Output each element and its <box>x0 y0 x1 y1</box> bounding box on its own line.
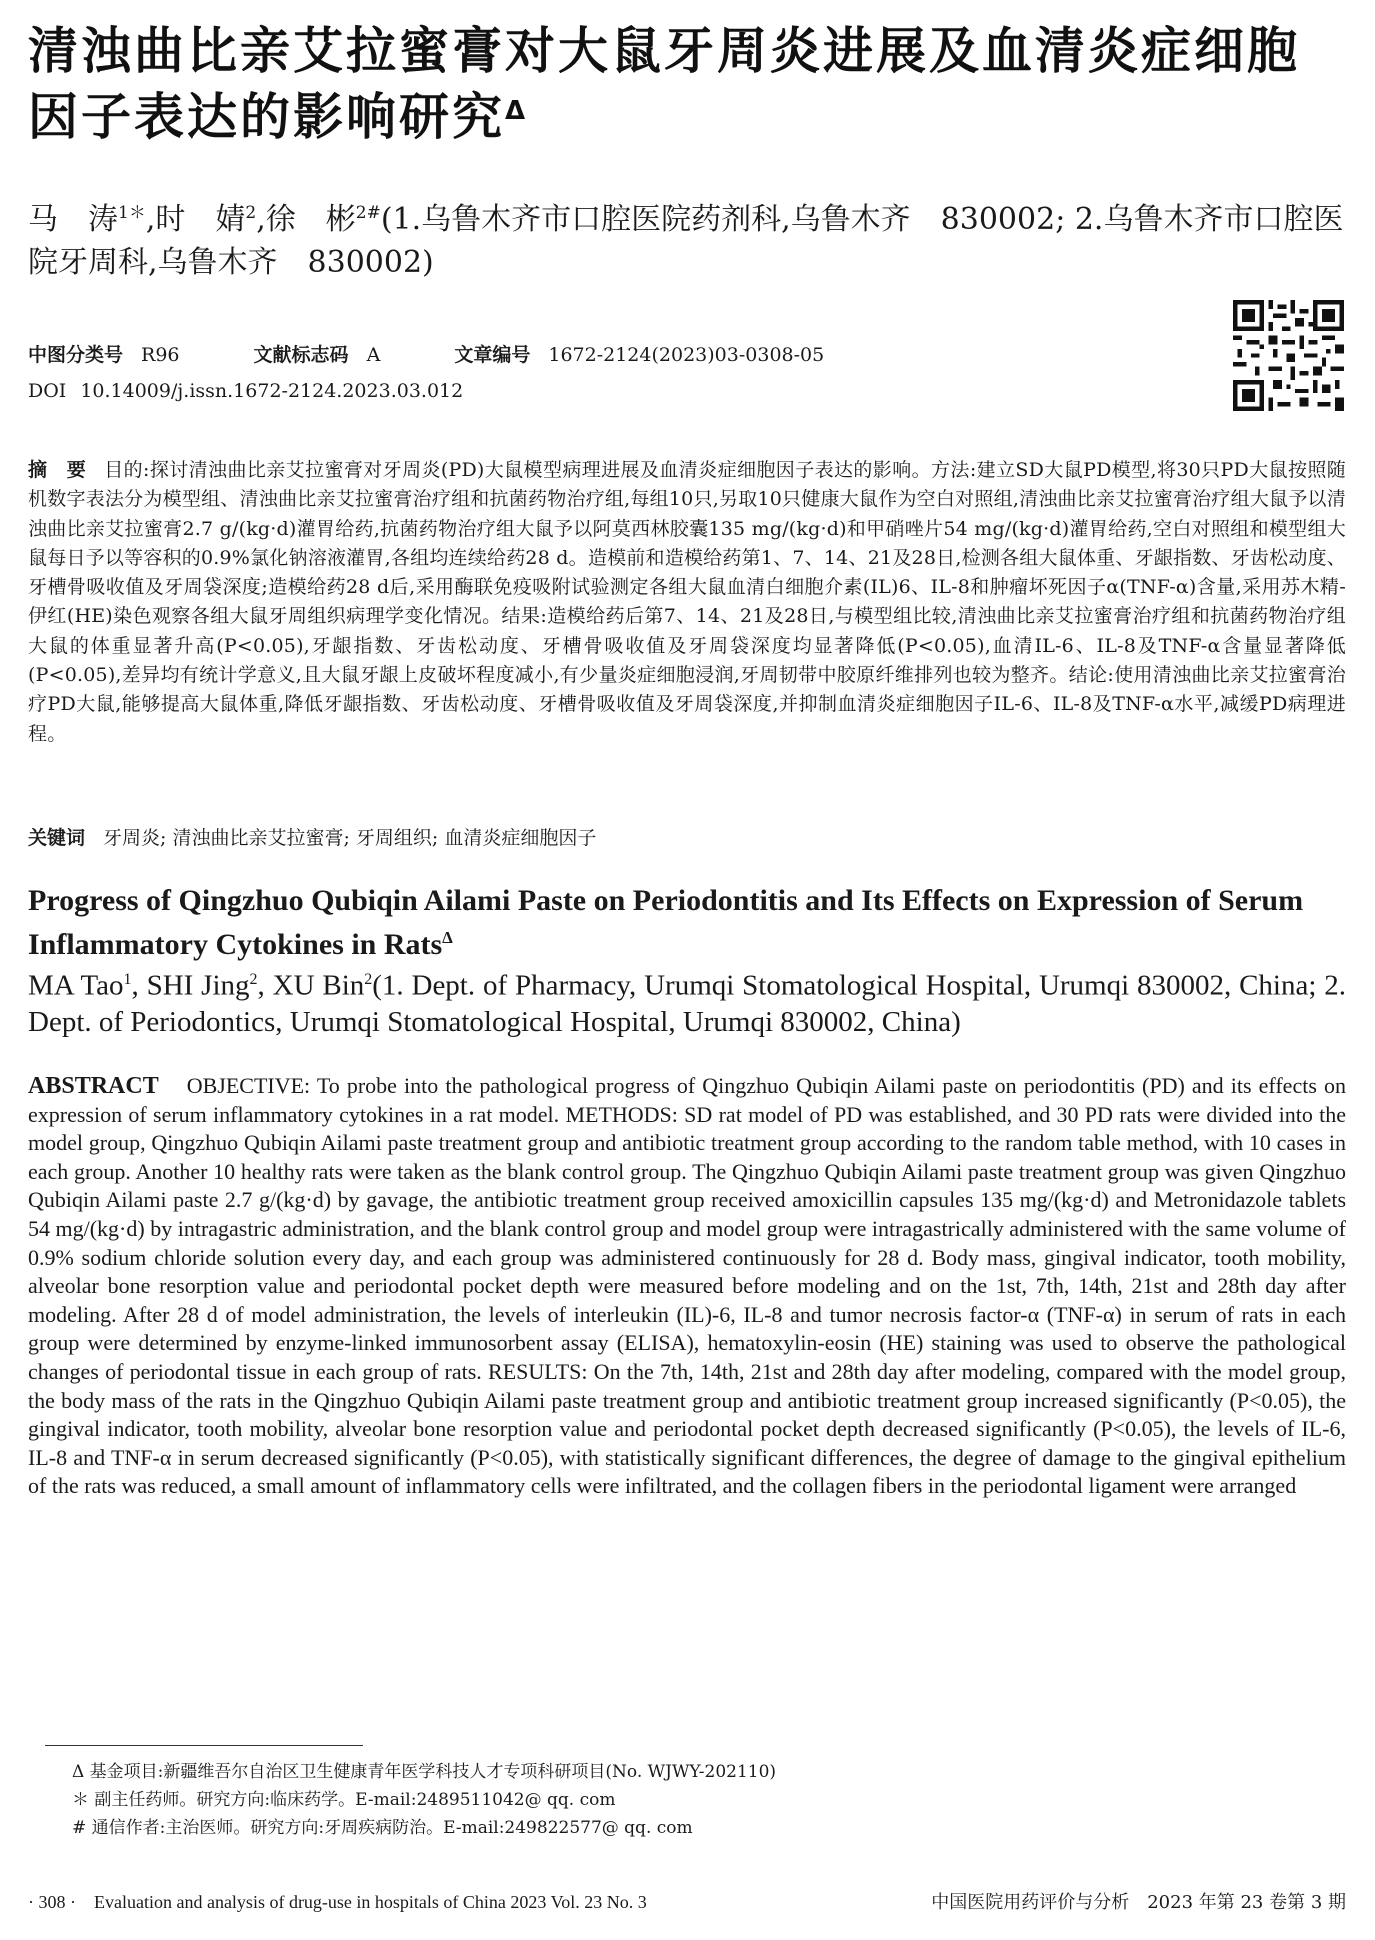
chinese-title-text: 清浊曲比亲艾拉蜜膏对大鼠牙周炎进展及血清炎症细胞因子表达的影响研究 <box>28 22 1300 146</box>
article-no-value: 1672-2124(2023)03-0308-05 <box>548 344 825 366</box>
footnote-corresponding-author: # 通信作者:主治医师。研究方向:牙周疾病防治。E-mail:249822577@ qq. com <box>72 1818 693 1838</box>
author-ma-tao: 马 涛 <box>28 202 118 237</box>
footer-journal-en: · 308 · Evaluation and analysis of drug-use in hospitals of China 2023 Vol. 23 No. 3 <box>28 1892 647 1912</box>
author-sup: 1 <box>123 971 132 988</box>
footnote-first-author: ＊ 副主任药师。研究方向:临床药学。E-mail:2489511042@ qq. com <box>72 1790 616 1810</box>
doc-code-value: A <box>366 344 381 366</box>
chinese-abstract-text: 目的:探讨清浊曲比亲艾拉蜜膏对牙周炎(PD)大鼠模型病理进展及血清炎症细胞因子表达的影响。方法:建立SD大鼠PD模型,将30只PD大鼠按照随机数字表法分为模型组、清浊曲比亲艾拉蜜膏治疗组和抗菌药物治疗组,每组10只,另取10只健康大鼠作为空白对照组,清浊曲比亲艾拉蜜膏治疗组大鼠予以清浊曲比亲艾拉蜜膏2.7 g/(kg·d)灌胃给药,抗菌药物治疗组大鼠予以阿莫西林胶囊135 mg/(kg·d)和甲硝唑片54 mg/(kg·d)灌胃给药,空白对照组和模型组大鼠每日予以等容积的0.9%氯化钠溶液灌胃,各组均连续给药28 d。造模前和造模给药第1、7、14、21及28日,检测各组大鼠体重、牙龈指数、牙齿松动度、牙槽骨吸收值及牙周袋深度;造模给药28 d后,采用酶联免疫吸附试验测定各组大鼠血清白细胞介素(IL)6、IL-8和肿瘤坏死因子α(TNF-α)含量,采用苏木精-伊红(HE)染色观察各组大鼠牙周组织病理学变化情况。结果:造模给药后第7、14、21及28日,与模型组比较,清浊曲比亲艾拉蜜膏治疗组和抗菌药物治疗组大鼠的体重显著升高(P<0.05),牙龈指数、牙齿松动度、牙槽骨吸收值及牙周袋深度均显著降低(P<0.05),血清IL-6、IL-8及TNF-α含量显著降低(P<0.05),差异均有统计学意义,且大鼠牙龈上皮破坏程度减小,有少量炎症细胞浸润,牙周韧带中胶原纤维排列也较为整齐。结论:使用清浊曲比亲艾拉蜜膏治疗PD大鼠,能够提高大鼠体重,降低牙龈指数、牙齿松动度、牙槽骨吸收值及牙周袋深度,并抑制血清炎症细胞因子IL-6、IL-8及TNF-α水平,减缓PD病理进程。 <box>28 459 1346 745</box>
english-abstract-text: OBJECTIVE: To probe into the pathological progress of Qingzhuo Qubiqin Ailami paste on periodontitis (PD) and its effects on expression of serum inflammatory cytokines in a rat model. METHODS: SD rat model of PD was established, and 30 PD rats were divided into the model group, Qingzhuo Qubiqin Ailami paste treatment group and antibiotic treatment group according to the random table method, with 10 cases in each group. Another 10 healthy rats were taken as the blank control group. The Qingzhuo Qubiqin Ailami paste treatment group was given Qingzhuo Qubiqin Ailami paste 2.7 g/(kg·d) by gavage, the antibiotic treatment group received amoxicillin capsules 135 mg/(kg·d) and Metronidazole tablets 54 mg/(kg·d) by intragastric administration, and the blank control group and model group were intragastrically administered with the same volume of 0.9% sodium chloride solution every day, and each group was administered continuously for 28 d. Body mass, gingival indicator, tooth mobility, alveolar bone resorption value and periodontal pocket depth were measured before modeling and on the 1st, 7th, 14th, 21st and 28th day after modeling. After 28 d of model administration, the levels of interleukin (IL)-6, IL-8 and tumor necrosis factor-α (TNF-α) in serum of rats in each group were determined by enzyme-linked immunosorbent assay (ELISA), hematoxylin-eosin (HE) staining was used to observe the pathological changes of periodontal tissue in each group of rats. RESULTS: On the 7th, 14th, 21st and 28th day after modeling, compared with the model group, the body mass of the rats in the Qingzhuo Qubiqin Ailami paste treatment group and antibiotic treatment group increased significantly (P<0.05), the gingival indicator, tooth mobility, alveolar bone resorption value and periodontal pocket depth decreased significantly (P<0.05), the levels of IL-6, IL-8 and TNF-α in serum decreased significantly (P<0.05), with statistically significant differences, the degree of damage to the gingival epithelium of the rats was reduced, a small amount of inflammatory cells were infiltrated, and the collagen fibers in the periodontal ligament were arranged <box>28 1073 1346 1499</box>
doc-code-label: 文献标志码 <box>253 344 349 366</box>
chinese-keywords-text: 牙周炎; 清浊曲比亲艾拉蜜膏; 牙周组织; 血清炎症细胞因子 <box>103 827 597 849</box>
footnote-fund: Δ 基金项目:新疆维吾尔自治区卫生健康青年医学科技人才专项科研项目(No. WJWY-202110) <box>72 1762 777 1782</box>
chinese-affiliation: (1.乌鲁木齐市口腔医院药剂科,乌鲁木齐 830002; 2.乌鲁木齐市口腔医院牙周科,乌鲁木齐 830002) <box>28 202 1344 280</box>
article-no-label: 文章编号 <box>454 344 531 366</box>
author-shi-jing-en: SHI Jing <box>146 969 250 1002</box>
page-footer <box>28 1888 1346 1914</box>
author-xu-bin-en: XU Bin <box>272 969 365 1002</box>
chinese-title <box>28 18 1346 150</box>
chinese-abstract-label: 摘 要 <box>28 459 87 481</box>
english-abstract <box>28 1072 1346 1501</box>
footnotes <box>72 1758 1322 1842</box>
author-sup: 2 <box>249 971 258 988</box>
english-abstract-label: ABSTRACT <box>28 1073 159 1099</box>
english-affiliation: (1. Dept. of Pharmacy, Urumqi Stomatological Hospital, Urumqi 830002, China; 2. Dept. of Periodontics, Urumqi Stomatological Hospital, Urumqi 830002, China) <box>28 969 1347 1038</box>
english-authors: MA Tao$^1$, SHI Jing$^2$, XU Bin$^2$(1. Dept. of Pharmacy, Urumqi Stomatological Hospital, Urumqi 830002, China; 2. Dept. of Periodontics, Urumqi Stomatological Hospital, Urumqi 830002, China) <box>28 969 1347 1038</box>
doi-line <box>28 380 1346 402</box>
author-sup: 2# <box>355 203 381 223</box>
author-xu-bin: 徐 彬 <box>265 202 356 237</box>
author-ma-tao-en: MA Tao <box>28 969 124 1002</box>
footnote-divider <box>45 1745 363 1746</box>
english-title <box>28 882 1346 963</box>
doi-value: 10.14009/j.issn.1672-2124.2023.03.012 <box>80 380 464 402</box>
chinese-abstract <box>28 456 1346 749</box>
chinese-authors: 马 涛$^{1*}$,时 婧$^2$,徐 彬$^{2\#}$(1.乌鲁木齐市口腔医院药剂科,乌鲁木齐 830002; 2.乌鲁木齐市口腔医院牙周科,乌鲁木齐 830002) <box>28 202 1344 280</box>
clc-label: 中图分类号 <box>28 344 124 366</box>
author-sup: 2 <box>245 203 257 223</box>
article-meta-line <box>28 340 1346 367</box>
author-sup: 1＊ <box>118 203 146 223</box>
doi-label: DOI <box>28 380 67 402</box>
english-title-fund-mark: Δ <box>442 928 453 947</box>
chinese-keywords <box>28 824 1346 853</box>
chinese-keywords-label: 关键词 <box>28 827 86 849</box>
clc-value: R96 <box>141 344 180 366</box>
author-sup: 2 <box>364 971 373 988</box>
chinese-title-fund-mark: Δ <box>505 96 529 126</box>
author-shi-jing: 时 婧 <box>155 202 246 237</box>
qr-code-icon <box>1233 300 1344 411</box>
footer-journal-cn: 中国医院用药评价与分析 2023 年第 23 卷第 3 期 <box>931 1892 1346 1913</box>
english-title-text: Progress of Qingzhuo Qubiqin Ailami Paste on Periodontitis and Its Effects on Expression of Serum Inflammatory Cytokines in Rats <box>28 884 1304 961</box>
